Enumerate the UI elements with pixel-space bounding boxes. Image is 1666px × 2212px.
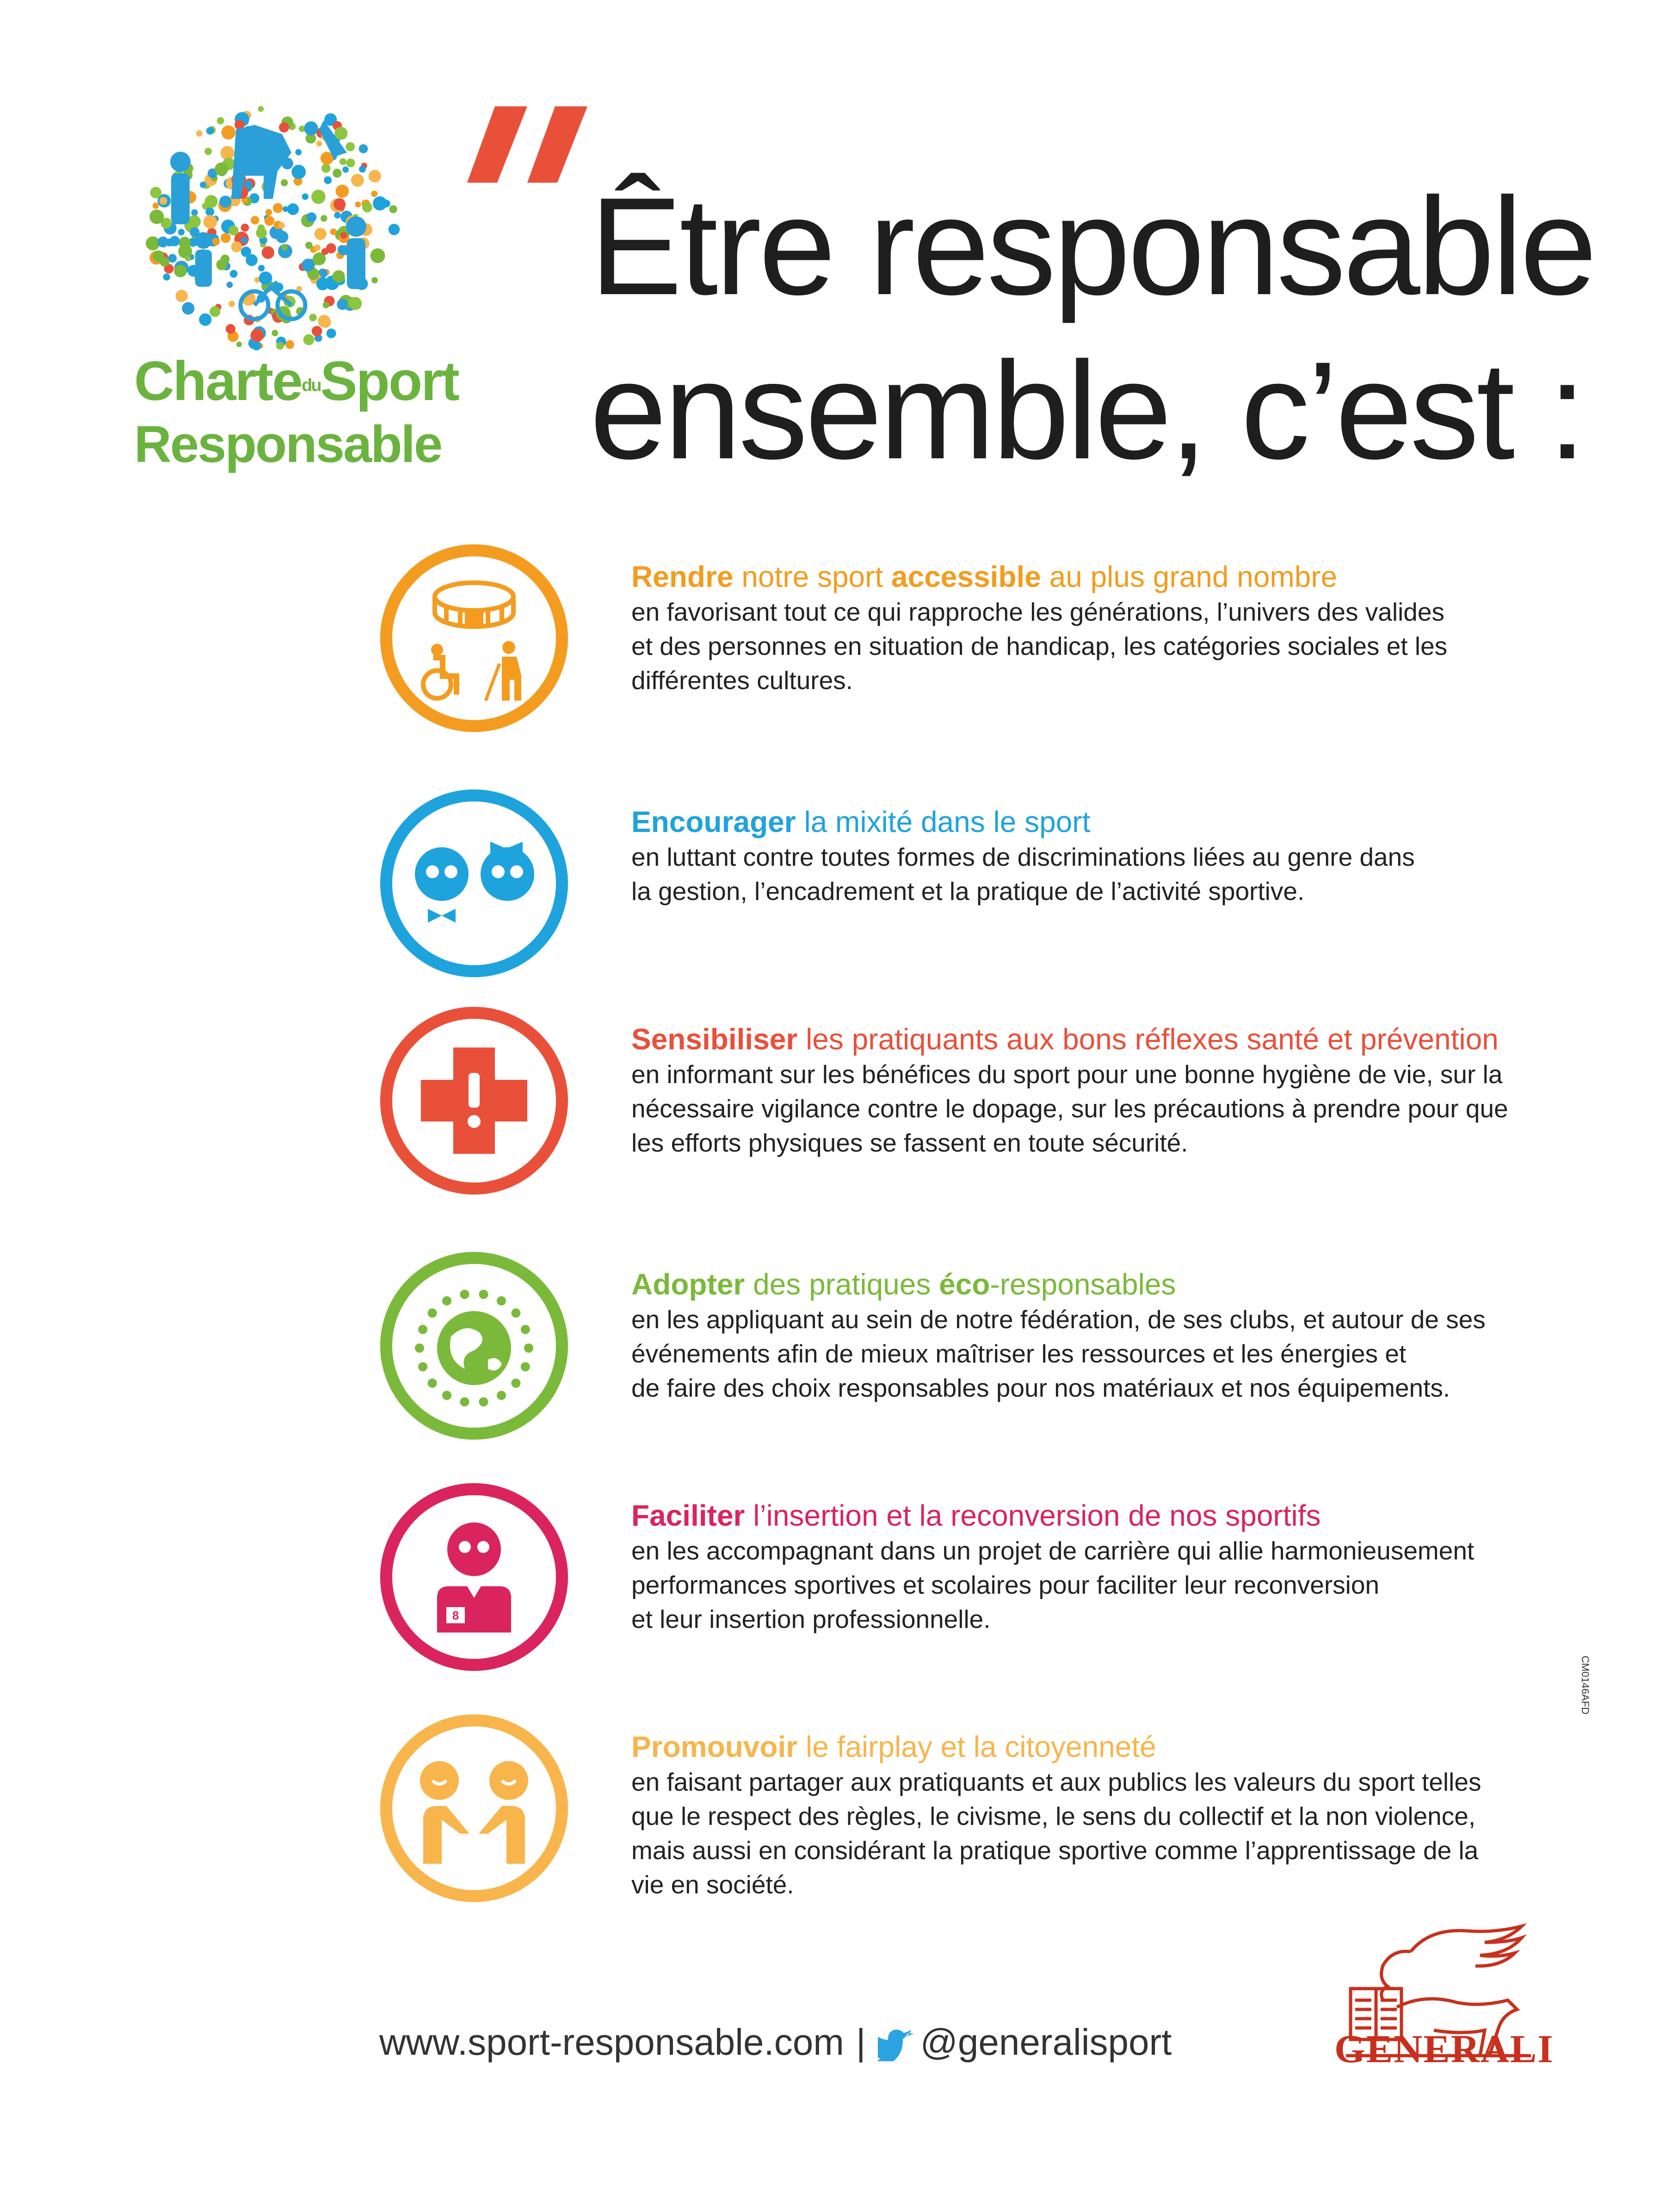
item-title: Adopter des pratiques éco-responsables [631,1268,1176,1301]
item-description: en favorisant tout ce qui rapproche les générations, l’univers des valides et des personnes en situation de handicap, les catégories sociales et les différentes cultures. [631,598,1448,695]
twitter-handle-link[interactable]: @generalisport [920,2021,1172,2063]
handshake-icon [377,1711,571,1905]
item-title: Faciliter l’insertion et la reconversion de nos sportifs [631,1499,1321,1532]
commitment-item [377,786,1580,999]
commitment-item [377,1480,1580,1693]
commitment-item [377,1249,1580,1461]
item-title: Encourager la mixité dans le sport [631,805,1091,838]
item-description: en luttant contre toutes formes de discriminations liées au genre dans la gestion, l’encadrement et la pratique de l’activité sportive. [631,843,1415,906]
mixed-gender-faces-icon [377,786,571,980]
item-description: en les appliquant au sein de notre fédération, de ses clubs, et autour de ses événements afin de mieux maîtriser les ressources et les énergies et de faire des choix responsables pour nos matériaux et nos équipements. [631,1305,1486,1402]
pictogram-cloud-icon [139,92,407,361]
quote-mark-icon [463,83,601,222]
page-title [590,164,1607,493]
item-title: Promouvoir le fairplay et la citoyenneté [631,1730,1156,1763]
stadium-accessibility-icon [377,541,571,735]
headline-line-1: Être responsable [590,168,1595,324]
commitment-item [377,1004,1580,1216]
headline-line-2: ensemble, c’est : [590,333,1584,488]
item-description: en faisant partager aux pratiquants et aux publics les valeurs du sport telles que le respect des règles, le civisme, le sens du collectif et la non violence, mais aussi en considérant la pratique sportive comme l’apprentissage de la vie en société. [631,1768,1481,1899]
commitment-item [377,1711,1580,1952]
item-title: Rendre notre sport accessible au plus grand nombre [631,560,1338,593]
commitment-item [377,541,1580,754]
generali-wordmark: GENERALI [1334,2027,1554,2071]
eco-globe-icon [377,1249,571,1443]
footer [379,2021,1212,2064]
logo-wordmark: CharteduSport Responsable [134,350,458,474]
charte-logo [134,92,458,474]
item-description: en informant sur les bénéfices du sport pour une bonne hygiène de vie, sur la nécessaire vigilance contre le dopage, sur les précautions à prendre pour que les efforts physiques se fassent en toute sécurité. [631,1060,1508,1157]
item-description: en les accompagnant dans un projet de carrière qui allie harmonieusement performances sportives et scolaires pour faciliter leur reconversion et leur insertion professionnelle. [631,1536,1475,1633]
medical-cross-warning-icon [377,1004,571,1198]
twitter-bird-icon [878,2029,915,2061]
athlete-professional-icon [377,1480,571,1674]
item-title: Sensibiliser les pratiquants aux bons réflexes santé et prévention [631,1023,1499,1056]
document-code: CM0146AFD [1580,1656,1591,1715]
website-link[interactable]: www.sport-responsable.com [379,2021,844,2063]
footer-separator: | [856,2021,866,2063]
svg-text:8: 8 [452,1608,459,1622]
